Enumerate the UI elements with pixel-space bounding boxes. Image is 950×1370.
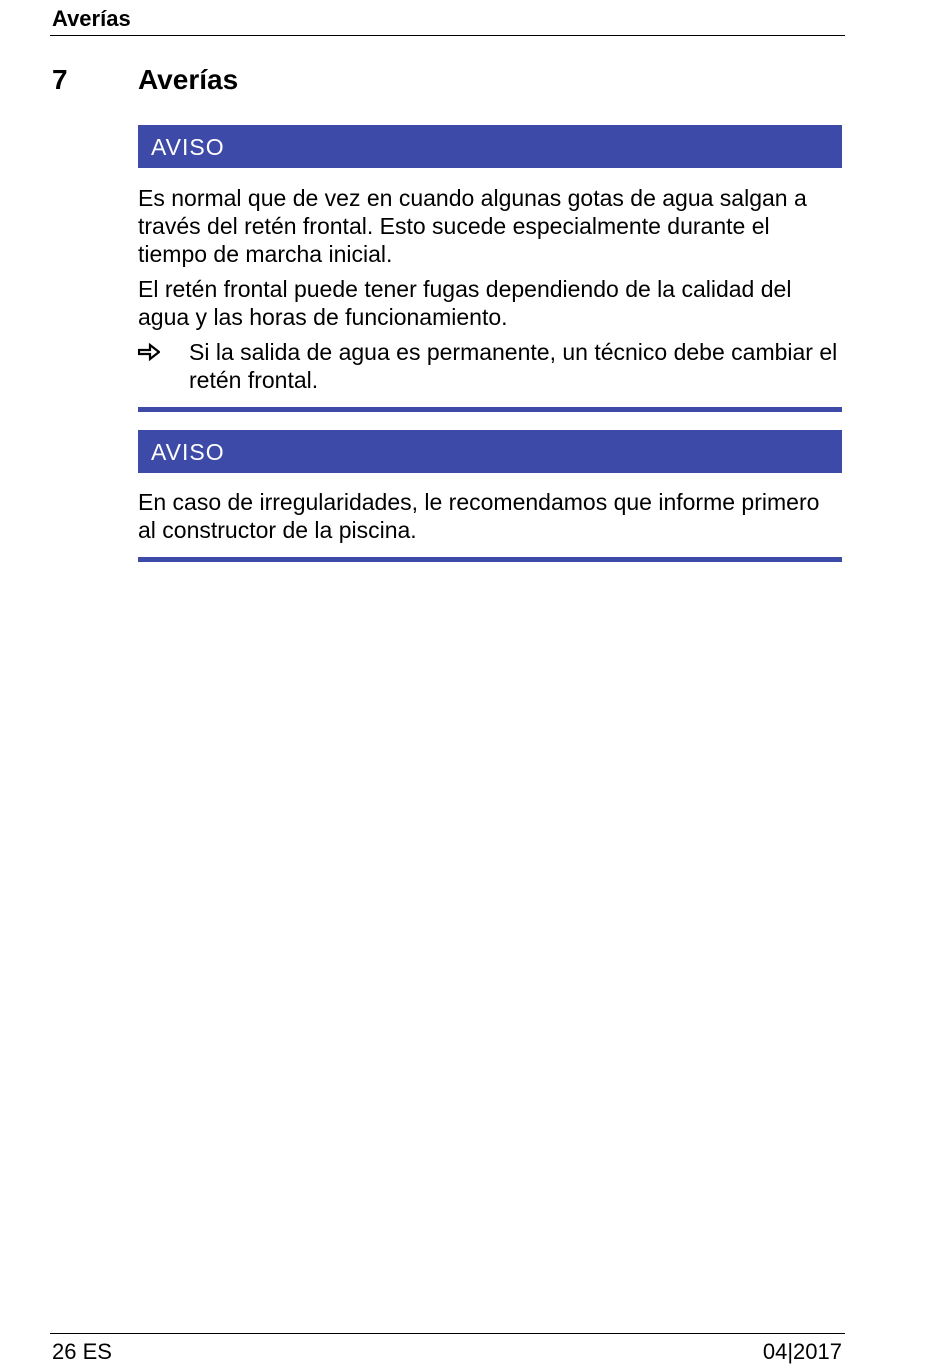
notice-box [138, 125, 842, 412]
chapter-title: Averías [138, 64, 239, 95]
chapter-number: 7 [52, 64, 68, 95]
footer-rule [50, 1333, 845, 1334]
notice-label: AVISO [138, 430, 842, 473]
notice-box [138, 430, 842, 562]
notice-bottom-rule [138, 557, 842, 562]
bullet-item [138, 338, 842, 394]
notice-paragraph: El retén frontal puede tener fugas dependiendo de la calidad del agua y las horas de funcionamiento. [138, 276, 792, 330]
notice-body [138, 473, 842, 544]
header-rule [50, 35, 845, 36]
notice-bottom-rule [138, 407, 842, 412]
arrow-right-icon [138, 341, 160, 363]
running-header: Averías [52, 6, 131, 31]
notice-paragraph: En caso de irregularidades, le recomendamos que informe primero al constructor de la piscina. [138, 489, 820, 543]
page-number: 26 ES [52, 1339, 112, 1364]
bullet-text: Si la salida de agua es permanente, un técnico debe cambiar el retén frontal. [189, 339, 838, 393]
notice-paragraph: Es normal que de vez en cuando algunas gotas de agua salgan a través del retén frontal. Esto sucede especialmente durante el tiempo de marcha inicial. [138, 185, 807, 267]
notice-label: AVISO [138, 125, 842, 168]
notice-body [138, 168, 842, 394]
publication-date: 04|2017 [762, 1339, 842, 1364]
